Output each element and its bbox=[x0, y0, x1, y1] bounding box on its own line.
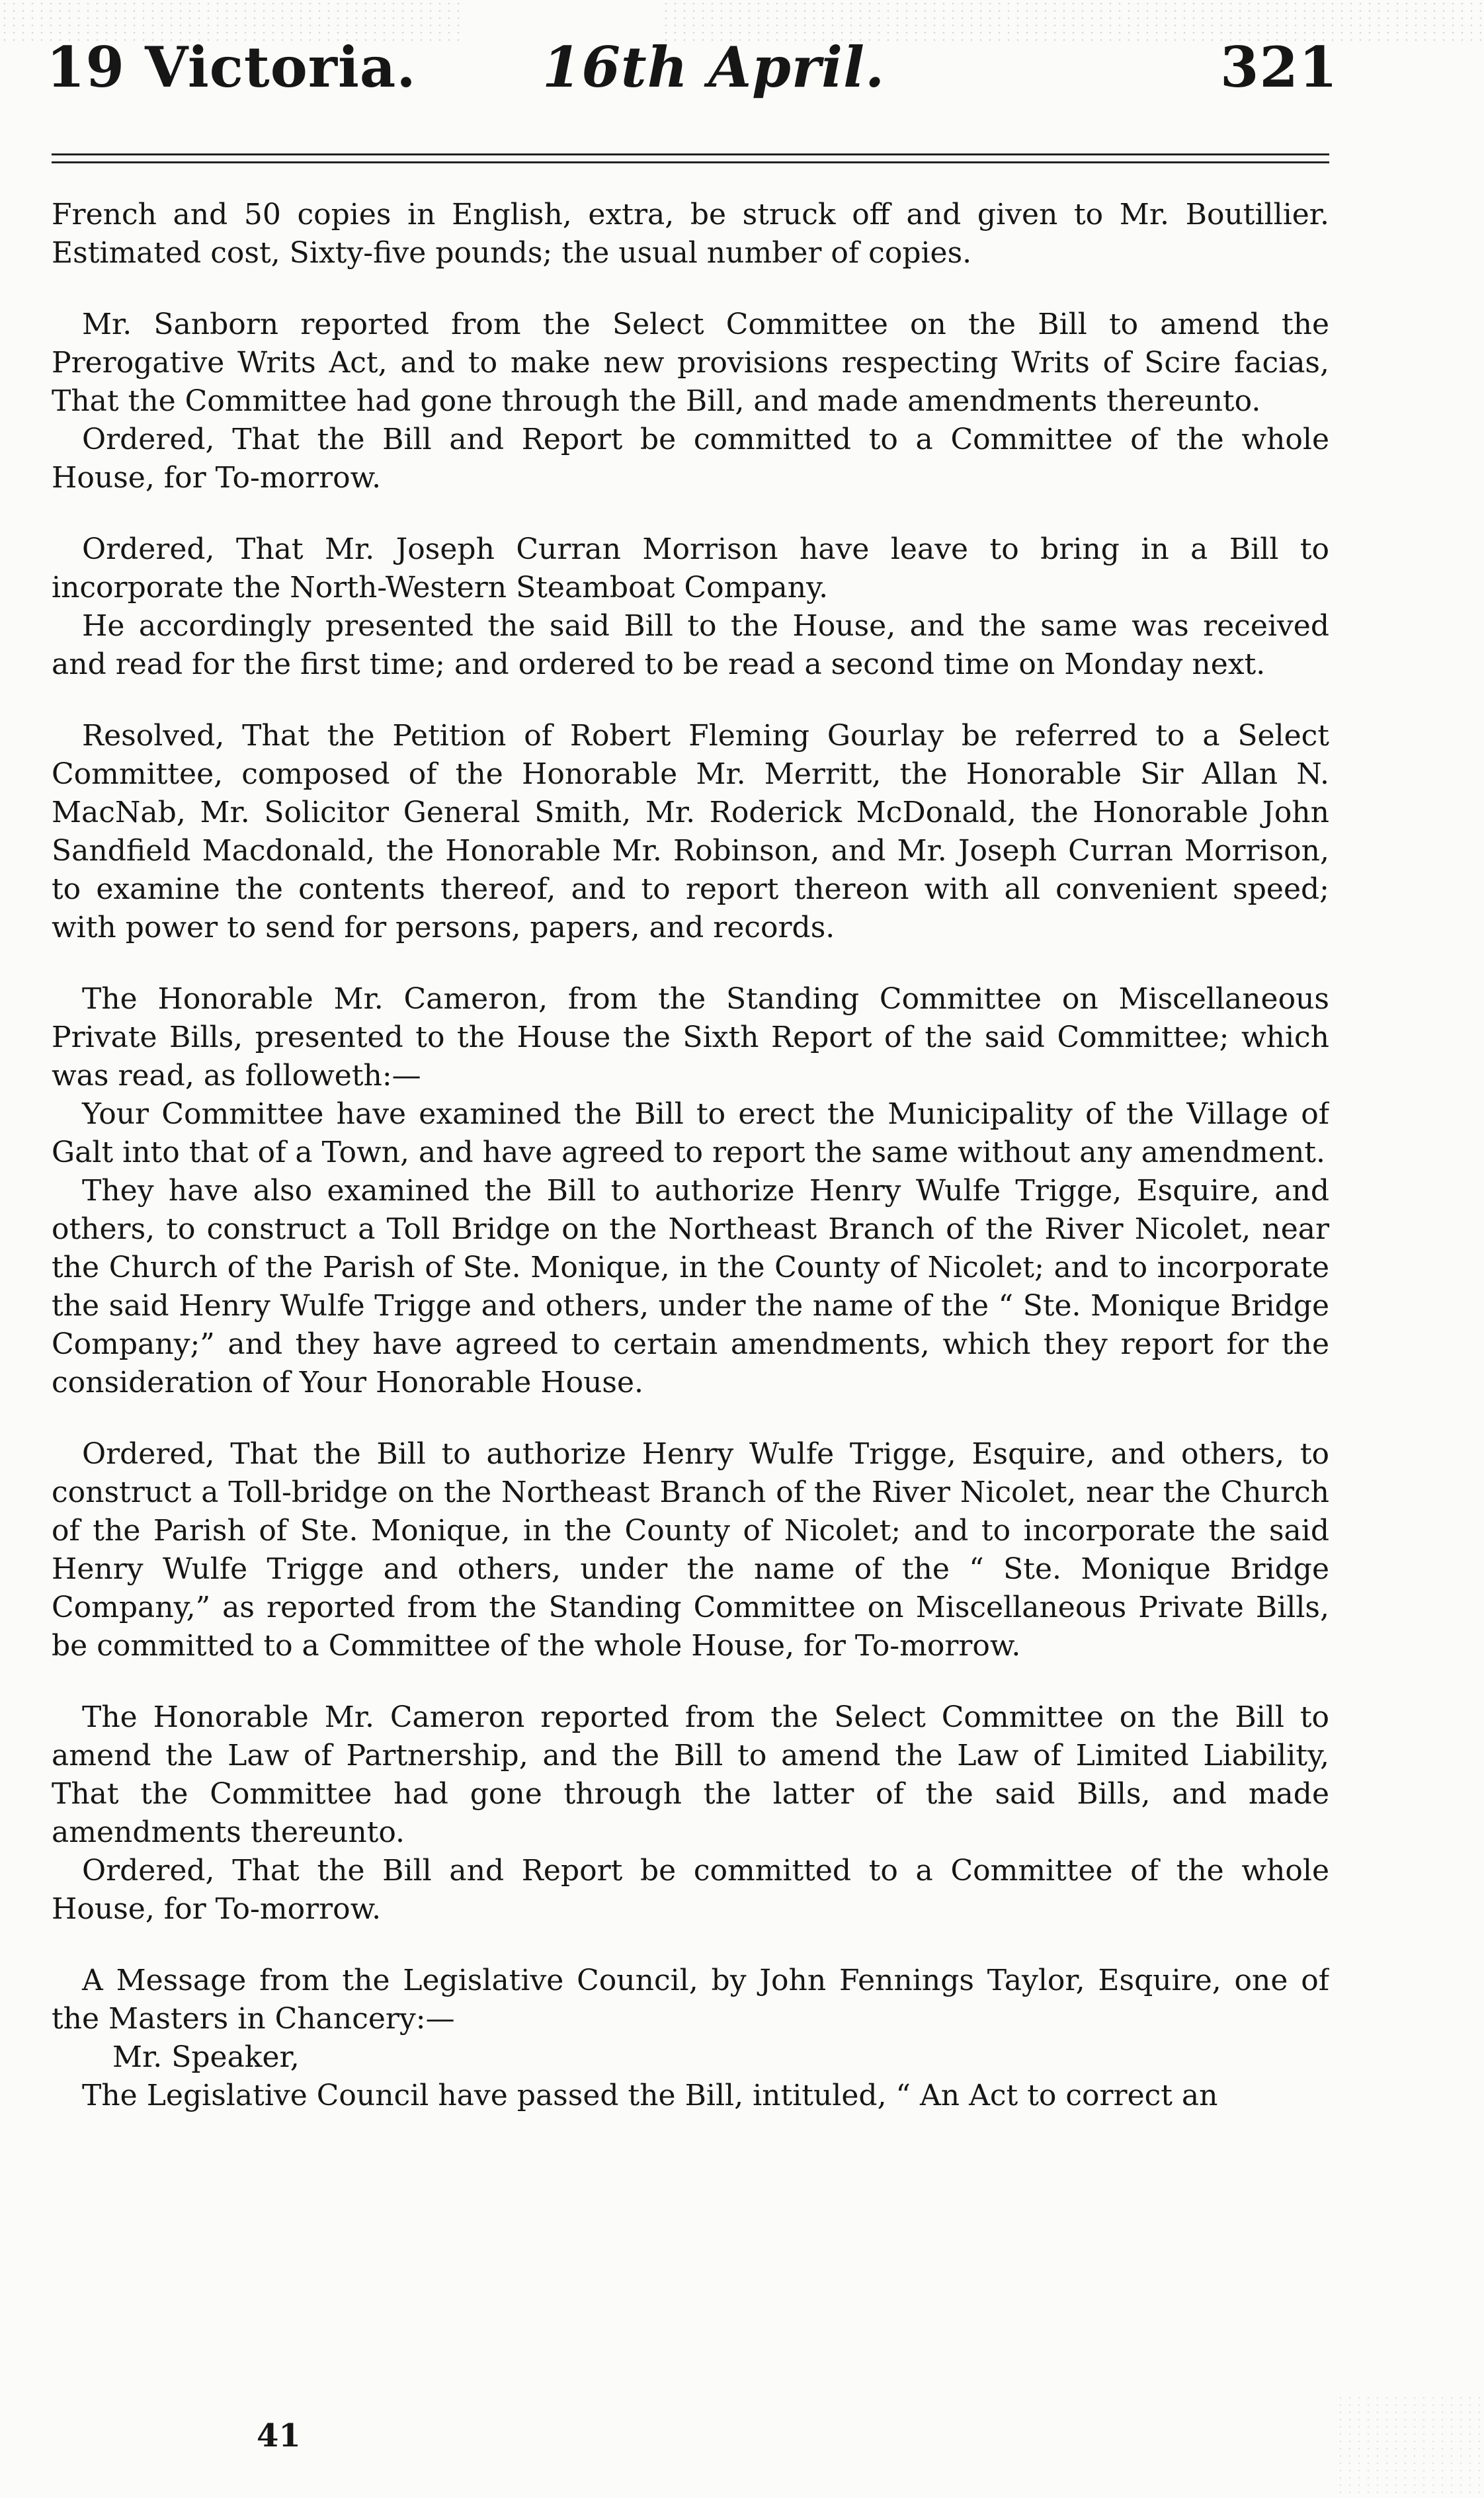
paragraph-line: Your Committee have examined the Bill to erect the Municipality of the Village of Galt into that of a Town, and have agreed to report the same without any amendment. bbox=[52, 1097, 1329, 1169]
paragraph-line: The Honorable Mr. Cameron, from the Standing Committee on Miscellaneous Private Bills, presented to the House the Sixth Report of the said Committee; which was read, as followeth:— bbox=[52, 982, 1329, 1093]
paragraph bbox=[52, 980, 1329, 1402]
signature-mark: 41 bbox=[257, 2417, 301, 2454]
paragraph bbox=[52, 1962, 1329, 2115]
paragraph-line: Ordered, That the Bill and Report be committed to a Committee of the whole House, for To-morrow. bbox=[52, 423, 1329, 495]
paragraph-line: Resolved, That the Petition of Robert Fleming Gourlay be referred to a Select Committee, composed of the Honorable Mr. Merritt, the Honorable Sir Allan N. MacNab, Mr. Solicitor General Smith, Mr. Roderick McDonald, the Honorable John Sandfield Macdonald, the Honorable Mr. Robinson, and Mr. Joseph Curran Morrison, to examine the contents thereof, and to report thereon with all convenient speed; with power to send for persons, papers, and records. bbox=[52, 719, 1329, 944]
header-date: 16th April. bbox=[542, 34, 886, 100]
paragraph-line: Ordered, That Mr. Joseph Curran Morrison have leave to bring in a Bill to incorporate the North-Western Steamboat Company. bbox=[52, 532, 1329, 604]
paragraph-line: He accordingly presented the said Bill to the House, and the same was received and read for the first time; and ordered to be read a second time on Monday next. bbox=[52, 609, 1329, 681]
paragraph-line: Mr. Sanborn reported from the Select Committee on the Bill to amend the Prerogative Writs Act, and to make new provisions respecting Writs of Scire facias, That the Committee had gone through the Bill, and made amendments thereunto. bbox=[52, 308, 1329, 418]
header-rule-top bbox=[52, 153, 1329, 155]
paragraph bbox=[52, 196, 1329, 272]
paragraph-line: Ordered, That the Bill to authorize Henry Wulfe Trigge, Esquire, and others, to construct a Toll-bridge on the Northeast Branch of the River Nicolet, near the Church of the Parish of Ste. Monique, in the County of Nicolet; and to incorporate the said Henry Wulfe Trigge and others, under the name of the “ Ste. Monique Bridge Company,” as reported from the Standing Committee on Miscellaneous Private Bills, be committed to a Committee of the whole House, for To-morrow. bbox=[52, 1437, 1329, 1663]
paragraph-line: A Message from the Legislative Council, by John Fennings Taylor, Esquire, one of the Masters in Chancery:— bbox=[52, 1964, 1329, 2036]
paragraph-line: The Honorable Mr. Cameron reported from the Select Committee on the Bill to amend the Law of Partnership, and the Bill to amend the Law of Limited Liability, That the Committee had gone through the latter of the said Bills, and made amendments thereunto. bbox=[52, 1700, 1329, 1849]
paragraph-line: Ordered, That the Bill and Report be committed to a Committee of the whole House, for To-morrow. bbox=[52, 1854, 1329, 1926]
print-speckle-bottom-right bbox=[1336, 2394, 1481, 2493]
journal-body bbox=[52, 196, 1329, 2398]
paragraph bbox=[52, 717, 1329, 947]
running-header bbox=[46, 34, 1369, 114]
regnal-year: 19 Victoria. bbox=[46, 34, 417, 100]
paragraph-line: The Legislative Council have passed the Bill, intituled, “ An Act to correct an bbox=[82, 2079, 1218, 2112]
paragraph bbox=[52, 1698, 1329, 1929]
paragraph bbox=[52, 306, 1329, 497]
paragraph-line: French and 50 copies in English, extra, be struck off and given to Mr. Boutillier. Estimated cost, Sixty-five pounds; the usual number of copies. bbox=[52, 198, 1329, 270]
paragraph bbox=[52, 1435, 1329, 1665]
paragraph bbox=[52, 530, 1329, 684]
page-number: 321 bbox=[1220, 34, 1339, 100]
paragraph-line: They have also examined the Bill to authorize Henry Wulfe Trigge, Esquire, and others, to construct a Toll Bridge on the Northeast Branch of the River Nicolet, near the Church of the Parish of Ste. Monique, in the County of Nicolet; and to incorporate the said Henry Wulfe Trigge and others, under the name of the “ Ste. Monique Bridge Company;” and they have agreed to certain amendments, which they report for the consideration of Your Honorable House. bbox=[52, 1174, 1329, 1399]
paragraph-line: Mr. Speaker, bbox=[112, 2040, 300, 2074]
header-rule-bottom bbox=[52, 161, 1329, 163]
